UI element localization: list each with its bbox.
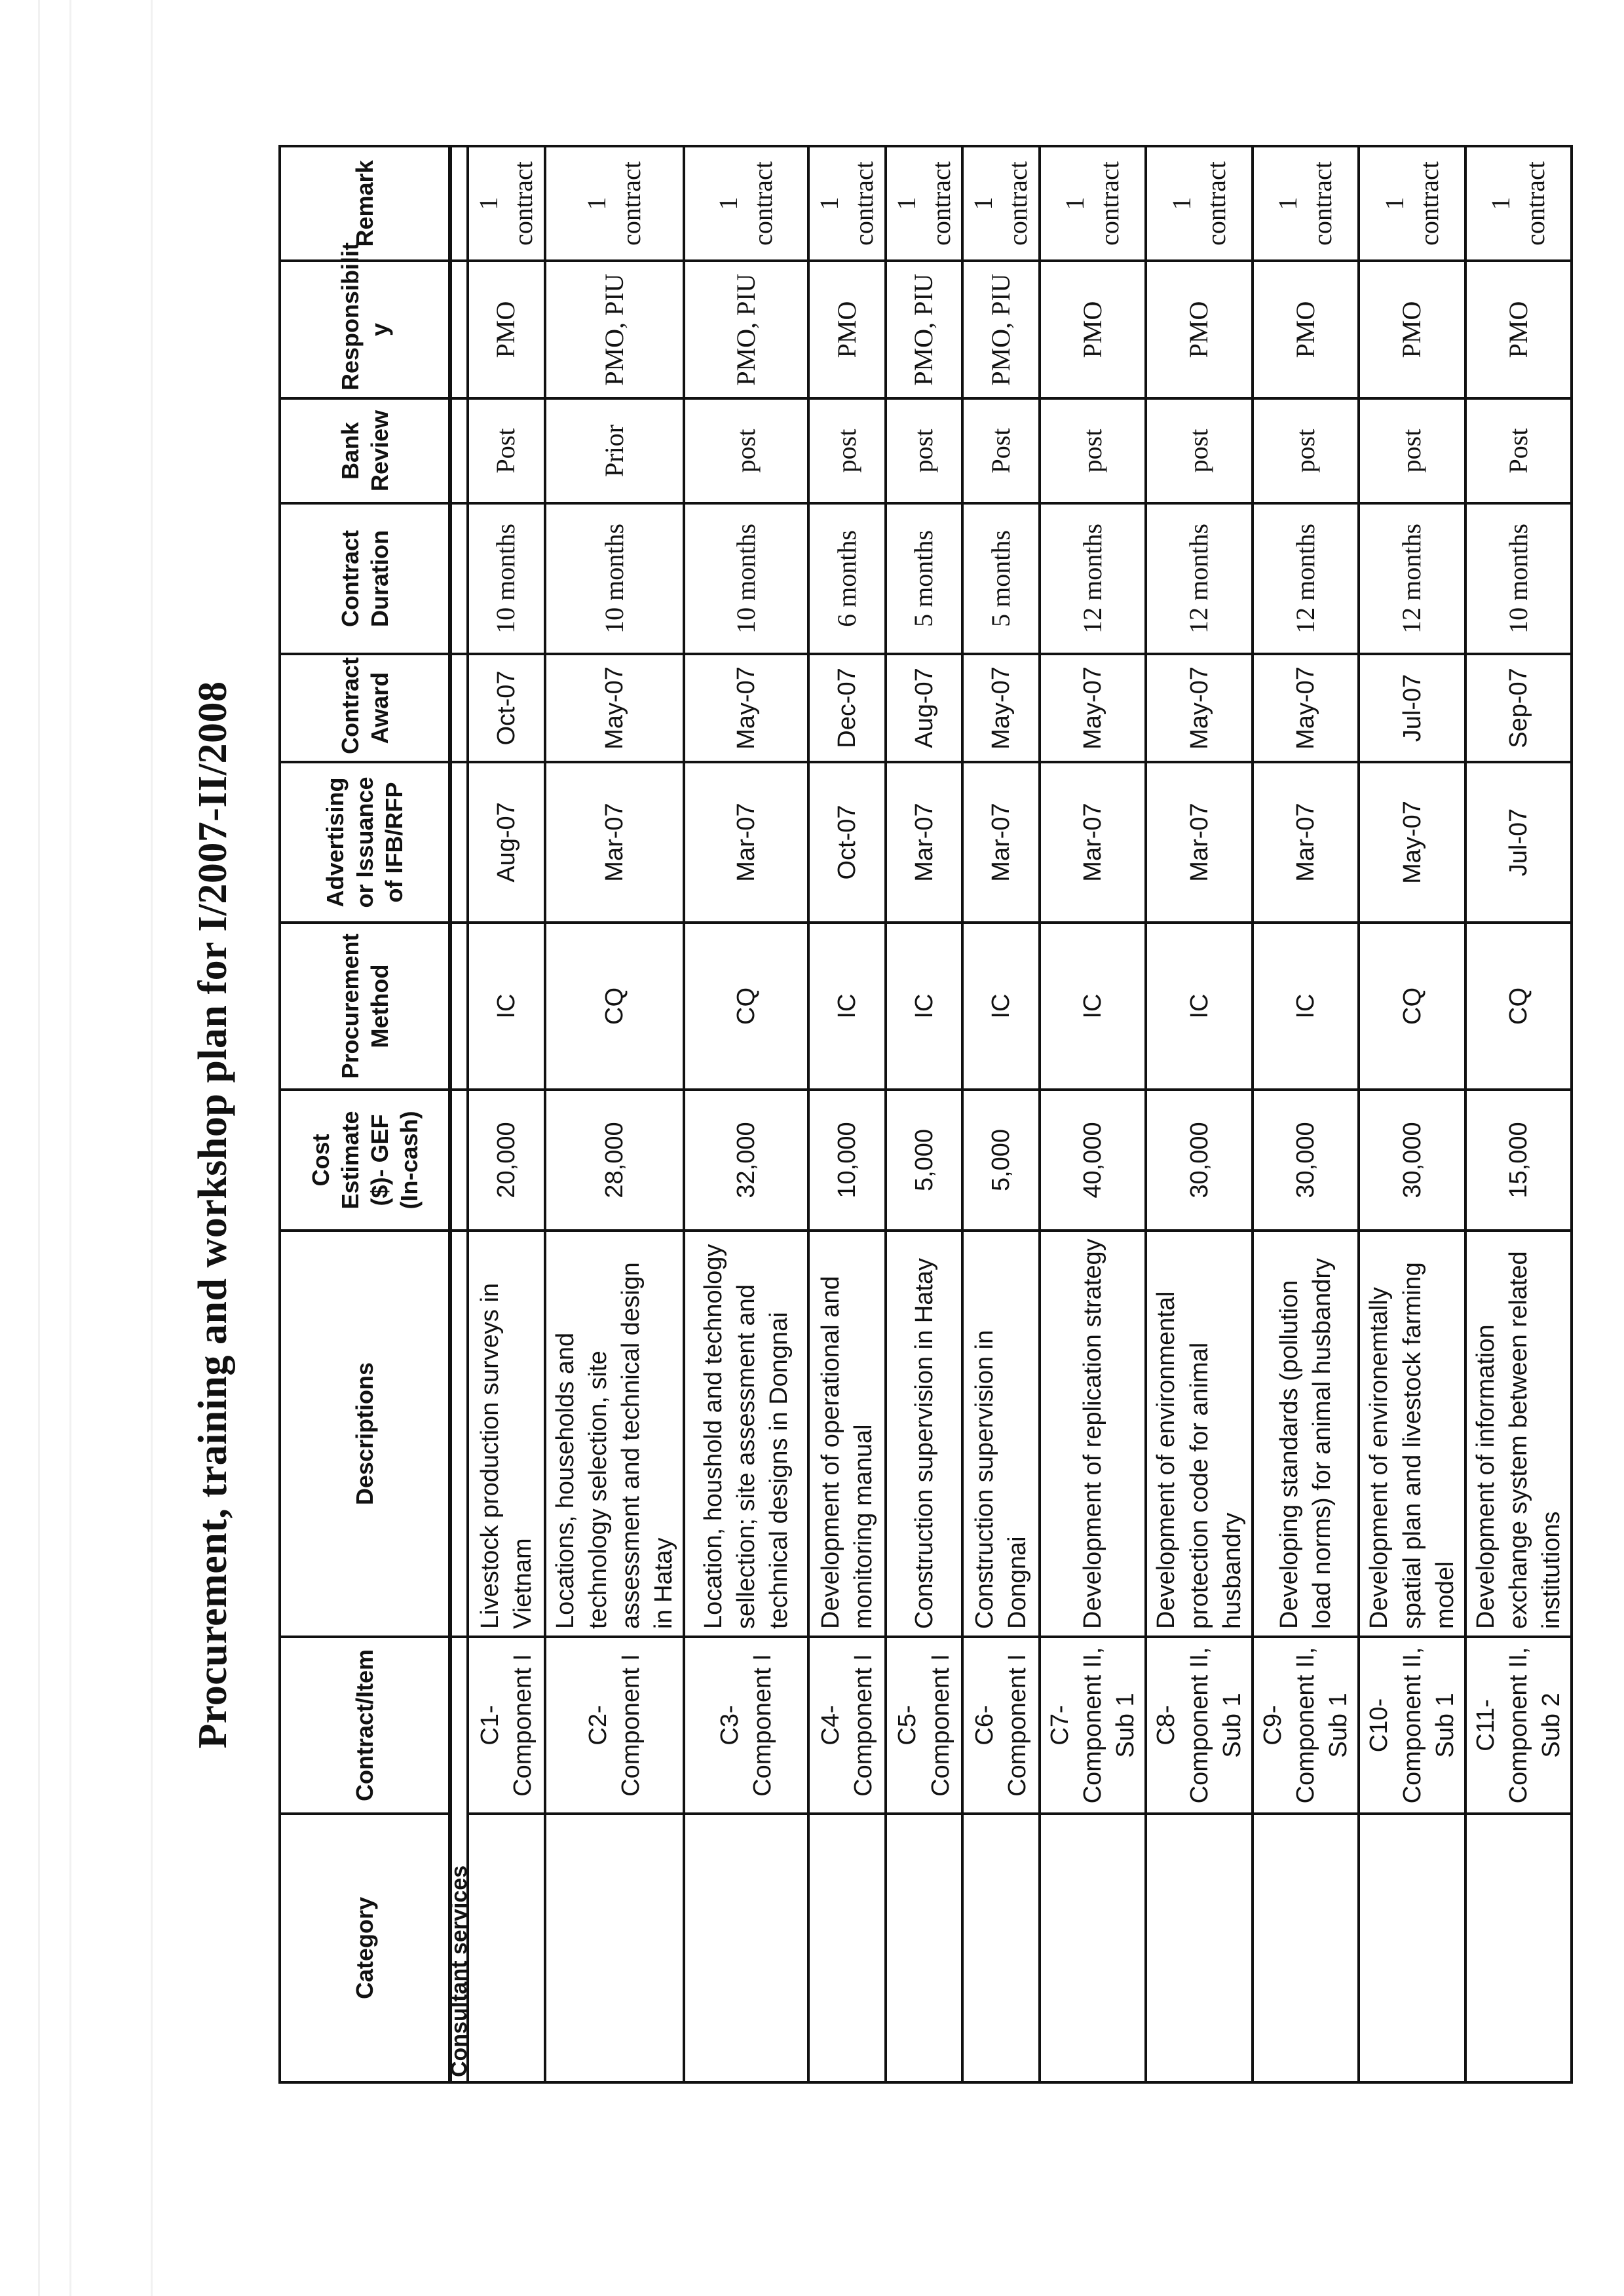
cell-contract-item: C7-Component II, Sub 1 — [1040, 1637, 1146, 1814]
cell-bank-review: post — [1253, 398, 1359, 503]
cell-procurement-method: IC — [1040, 923, 1146, 1090]
cell-description: Development of replication strategy — [1040, 1231, 1146, 1637]
cell-category — [1040, 1814, 1146, 2082]
section-empty-cell — [450, 762, 468, 923]
cell-description: Livestock production surveys in Vietnam — [468, 1231, 545, 1637]
cell-category — [962, 1814, 1040, 2082]
cell-contract-award: Oct-07 — [468, 654, 545, 762]
cell-cost-estimate: 30,000 — [1253, 1090, 1359, 1231]
cell-description: Development of environmental protection code for animal husbandry — [1146, 1231, 1252, 1637]
cell-remark: 1 contract — [545, 146, 685, 261]
cell-category — [468, 1814, 545, 2082]
header-cost-estimate: Cost Estimate ($)- GEF (In-cash) — [280, 1090, 450, 1231]
cell-contract-award: Jul-07 — [1359, 654, 1465, 762]
cell-category — [684, 1814, 808, 2082]
cell-contract-duration: 5 months — [886, 503, 963, 654]
section-empty-cell — [450, 146, 468, 261]
cell-contract-duration: 10 months — [468, 503, 545, 654]
cell-remark: 1 contract — [1040, 146, 1146, 261]
cell-responsibility: PMO — [468, 261, 545, 398]
cell-description: Developing standards (pollution load norms) for animal husbandry — [1253, 1231, 1359, 1637]
cell-contract-item: C10-Component II, Sub 1 — [1359, 1637, 1465, 1814]
cell-remark: 1 contract — [684, 146, 808, 261]
cell-advertising: Mar-07 — [684, 762, 808, 923]
section-empty-cell — [450, 1090, 468, 1231]
table-row — [1465, 146, 1572, 2082]
header-row — [280, 146, 450, 2082]
cell-contract-item: C8-Component II, Sub 1 — [1146, 1637, 1252, 1814]
section-empty-cell — [450, 261, 468, 398]
section-empty-cell — [450, 398, 468, 503]
cell-contract-award: Aug-07 — [886, 654, 963, 762]
cell-category — [808, 1814, 886, 2082]
cell-contract-duration: 5 months — [962, 503, 1040, 654]
cell-contract-duration: 10 months — [1465, 503, 1572, 654]
cell-responsibility: PMO — [1146, 261, 1252, 398]
table-row — [684, 146, 808, 2082]
section-empty-cell — [450, 654, 468, 762]
cell-advertising: May-07 — [1359, 762, 1465, 923]
header-contract-award: Contract Award — [280, 654, 450, 762]
cell-bank-review: Post — [1465, 398, 1572, 503]
cell-bank-review: post — [684, 398, 808, 503]
cell-category — [886, 1814, 963, 2082]
rotated-page — [0, 134, 1624, 2296]
cell-contract-item: C2-Component I — [545, 1637, 685, 1814]
cell-bank-review: post — [1359, 398, 1465, 503]
table-row — [886, 146, 963, 2082]
cell-category — [545, 1814, 685, 2082]
cell-contract-item: C9-Component II, Sub 1 — [1253, 1637, 1359, 1814]
procurement-plan-table — [278, 145, 1573, 2084]
cell-cost-estimate: 28,000 — [545, 1090, 685, 1231]
cell-contract-duration: 12 months — [1040, 503, 1146, 654]
cell-contract-item: C5-Component I — [886, 1637, 963, 1814]
cell-cost-estimate: 10,000 — [808, 1090, 886, 1231]
cell-cost-estimate: 20,000 — [468, 1090, 545, 1231]
header-category: Category — [280, 1814, 450, 2082]
cell-responsibility: PMO — [1253, 261, 1359, 398]
cell-contract-award: Dec-07 — [808, 654, 886, 762]
cell-category — [1465, 1814, 1572, 2082]
cell-procurement-method: IC — [808, 923, 886, 1090]
cell-responsibility: PMO, PIU — [545, 261, 685, 398]
cell-contract-item: C6-Component I — [962, 1637, 1040, 1814]
section-label: Consultant services — [450, 1637, 468, 2082]
cell-contract-item: C3-Component I — [684, 1637, 808, 1814]
cell-responsibility: PMO, PIU — [962, 261, 1040, 398]
cell-cost-estimate: 5,000 — [962, 1090, 1040, 1231]
cell-responsibility: PMO — [808, 261, 886, 398]
cell-contract-duration: 12 months — [1359, 503, 1465, 654]
table-row — [545, 146, 685, 2082]
cell-cost-estimate: 5,000 — [886, 1090, 963, 1231]
table-row — [962, 146, 1040, 2082]
cell-bank-review: post — [808, 398, 886, 503]
cell-contract-duration: 6 months — [808, 503, 886, 654]
cell-description: Construction supervision in Hatay — [886, 1231, 963, 1637]
cell-remark: 1 contract — [468, 146, 545, 261]
cell-advertising: Mar-07 — [1253, 762, 1359, 923]
header-advertising: Advertising or Issuance of IFB/RFP — [280, 762, 450, 923]
cell-procurement-method: IC — [962, 923, 1040, 1090]
cell-procurement-method: CQ — [545, 923, 685, 1090]
table-row — [468, 146, 545, 2082]
cell-contract-item: C4-Component I — [808, 1637, 886, 1814]
cell-description: Construction supervision in Dongnai — [962, 1231, 1040, 1637]
header-bank-review: Bank Review — [280, 398, 450, 503]
cell-advertising: Jul-07 — [1465, 762, 1572, 923]
cell-contract-item: C1-Component I — [468, 1637, 545, 1814]
cell-cost-estimate: 30,000 — [1146, 1090, 1252, 1231]
cell-contract-duration: 12 months — [1253, 503, 1359, 654]
table-row — [1040, 146, 1146, 2082]
cell-contract-duration: 10 months — [545, 503, 685, 654]
cell-description: Development of information exchange system between related institutions — [1465, 1231, 1572, 1637]
section-row — [450, 146, 468, 2082]
cell-cost-estimate: 30,000 — [1359, 1090, 1465, 1231]
header-remark: Remark — [280, 146, 450, 261]
cell-bank-review: post — [1146, 398, 1252, 503]
cell-advertising: Oct-07 — [808, 762, 886, 923]
cell-advertising: Mar-07 — [886, 762, 963, 923]
cell-bank-review: Post — [962, 398, 1040, 503]
cell-procurement-method: IC — [886, 923, 963, 1090]
cell-advertising: Mar-07 — [545, 762, 685, 923]
cell-remark: 1 contract — [1359, 146, 1465, 261]
cell-responsibility: PMO — [1040, 261, 1146, 398]
table-row — [1359, 146, 1465, 2082]
cell-contract-award: May-07 — [962, 654, 1040, 762]
cell-advertising: Mar-07 — [1040, 762, 1146, 923]
cell-procurement-method: IC — [468, 923, 545, 1090]
cell-category — [1359, 1814, 1465, 2082]
cell-contract-award: May-07 — [684, 654, 808, 762]
cell-remark: 1 contract — [962, 146, 1040, 261]
cell-description: Locations, households and technology selection, site assessment and technical design in Hatay — [545, 1231, 685, 1637]
cell-advertising: Aug-07 — [468, 762, 545, 923]
cell-bank-review: post — [1040, 398, 1146, 503]
cell-cost-estimate: 40,000 — [1040, 1090, 1146, 1231]
header-contract-duration: Contract Duration — [280, 503, 450, 654]
header-procurement-method: Procurement Method — [280, 923, 450, 1090]
cell-responsibility: PMO, PIU — [886, 261, 963, 398]
cell-contract-award: May-07 — [1146, 654, 1252, 762]
cell-responsibility: PMO, PIU — [684, 261, 808, 398]
cell-contract-award: May-07 — [545, 654, 685, 762]
cell-description: Location, houshold and technology sellection; site assessment and technical designs in Dongnai — [684, 1231, 808, 1637]
cell-category — [1253, 1814, 1359, 2082]
cell-remark: 1 contract — [808, 146, 886, 261]
cell-bank-review: post — [886, 398, 963, 503]
cell-bank-review: Prior — [545, 398, 685, 503]
header-descriptions: Descriptions — [280, 1231, 450, 1637]
cell-category — [1146, 1814, 1252, 2082]
header-responsibility: Responsibilit y — [280, 261, 450, 398]
cell-procurement-method: IC — [1146, 923, 1252, 1090]
cell-remark: 1 contract — [886, 146, 963, 261]
table-row — [1146, 146, 1252, 2082]
cell-contract-award: May-07 — [1040, 654, 1146, 762]
cell-remark: 1 contract — [1146, 146, 1252, 261]
cell-remark: 1 contract — [1465, 146, 1572, 261]
cell-contract-item: C11-Component II, Sub 2 — [1465, 1637, 1572, 1814]
cell-contract-award: Sep-07 — [1465, 654, 1572, 762]
cell-procurement-method: CQ — [684, 923, 808, 1090]
cell-cost-estimate: 15,000 — [1465, 1090, 1572, 1231]
section-empty-cell — [450, 923, 468, 1090]
cell-advertising: Mar-07 — [962, 762, 1040, 923]
cell-description: Development of operational and monitoring manual — [808, 1231, 886, 1637]
section-empty-cell — [450, 503, 468, 654]
table-row — [808, 146, 886, 2082]
table-row — [1253, 146, 1359, 2082]
cell-contract-duration: 12 months — [1146, 503, 1252, 654]
section-empty-cell — [450, 1231, 468, 1637]
header-contract-item: Contract/Item — [280, 1637, 450, 1814]
cell-responsibility: PMO — [1359, 261, 1465, 398]
cell-procurement-method: CQ — [1359, 923, 1465, 1090]
page-title: Procurement, training and workshop plan for I/2007-II/2008 — [191, 681, 235, 1749]
cell-procurement-method: IC — [1253, 923, 1359, 1090]
cell-cost-estimate: 32,000 — [684, 1090, 808, 1231]
cell-contract-award: May-07 — [1253, 654, 1359, 762]
cell-remark: 1 contract — [1253, 146, 1359, 261]
cell-bank-review: Post — [468, 398, 545, 503]
cell-procurement-method: CQ — [1465, 923, 1572, 1090]
cell-description: Development of environemtally spatial plan and livestock farming model — [1359, 1231, 1465, 1637]
cell-advertising: Mar-07 — [1146, 762, 1252, 923]
cell-contract-duration: 10 months — [684, 503, 808, 654]
cell-responsibility: PMO — [1465, 261, 1572, 398]
